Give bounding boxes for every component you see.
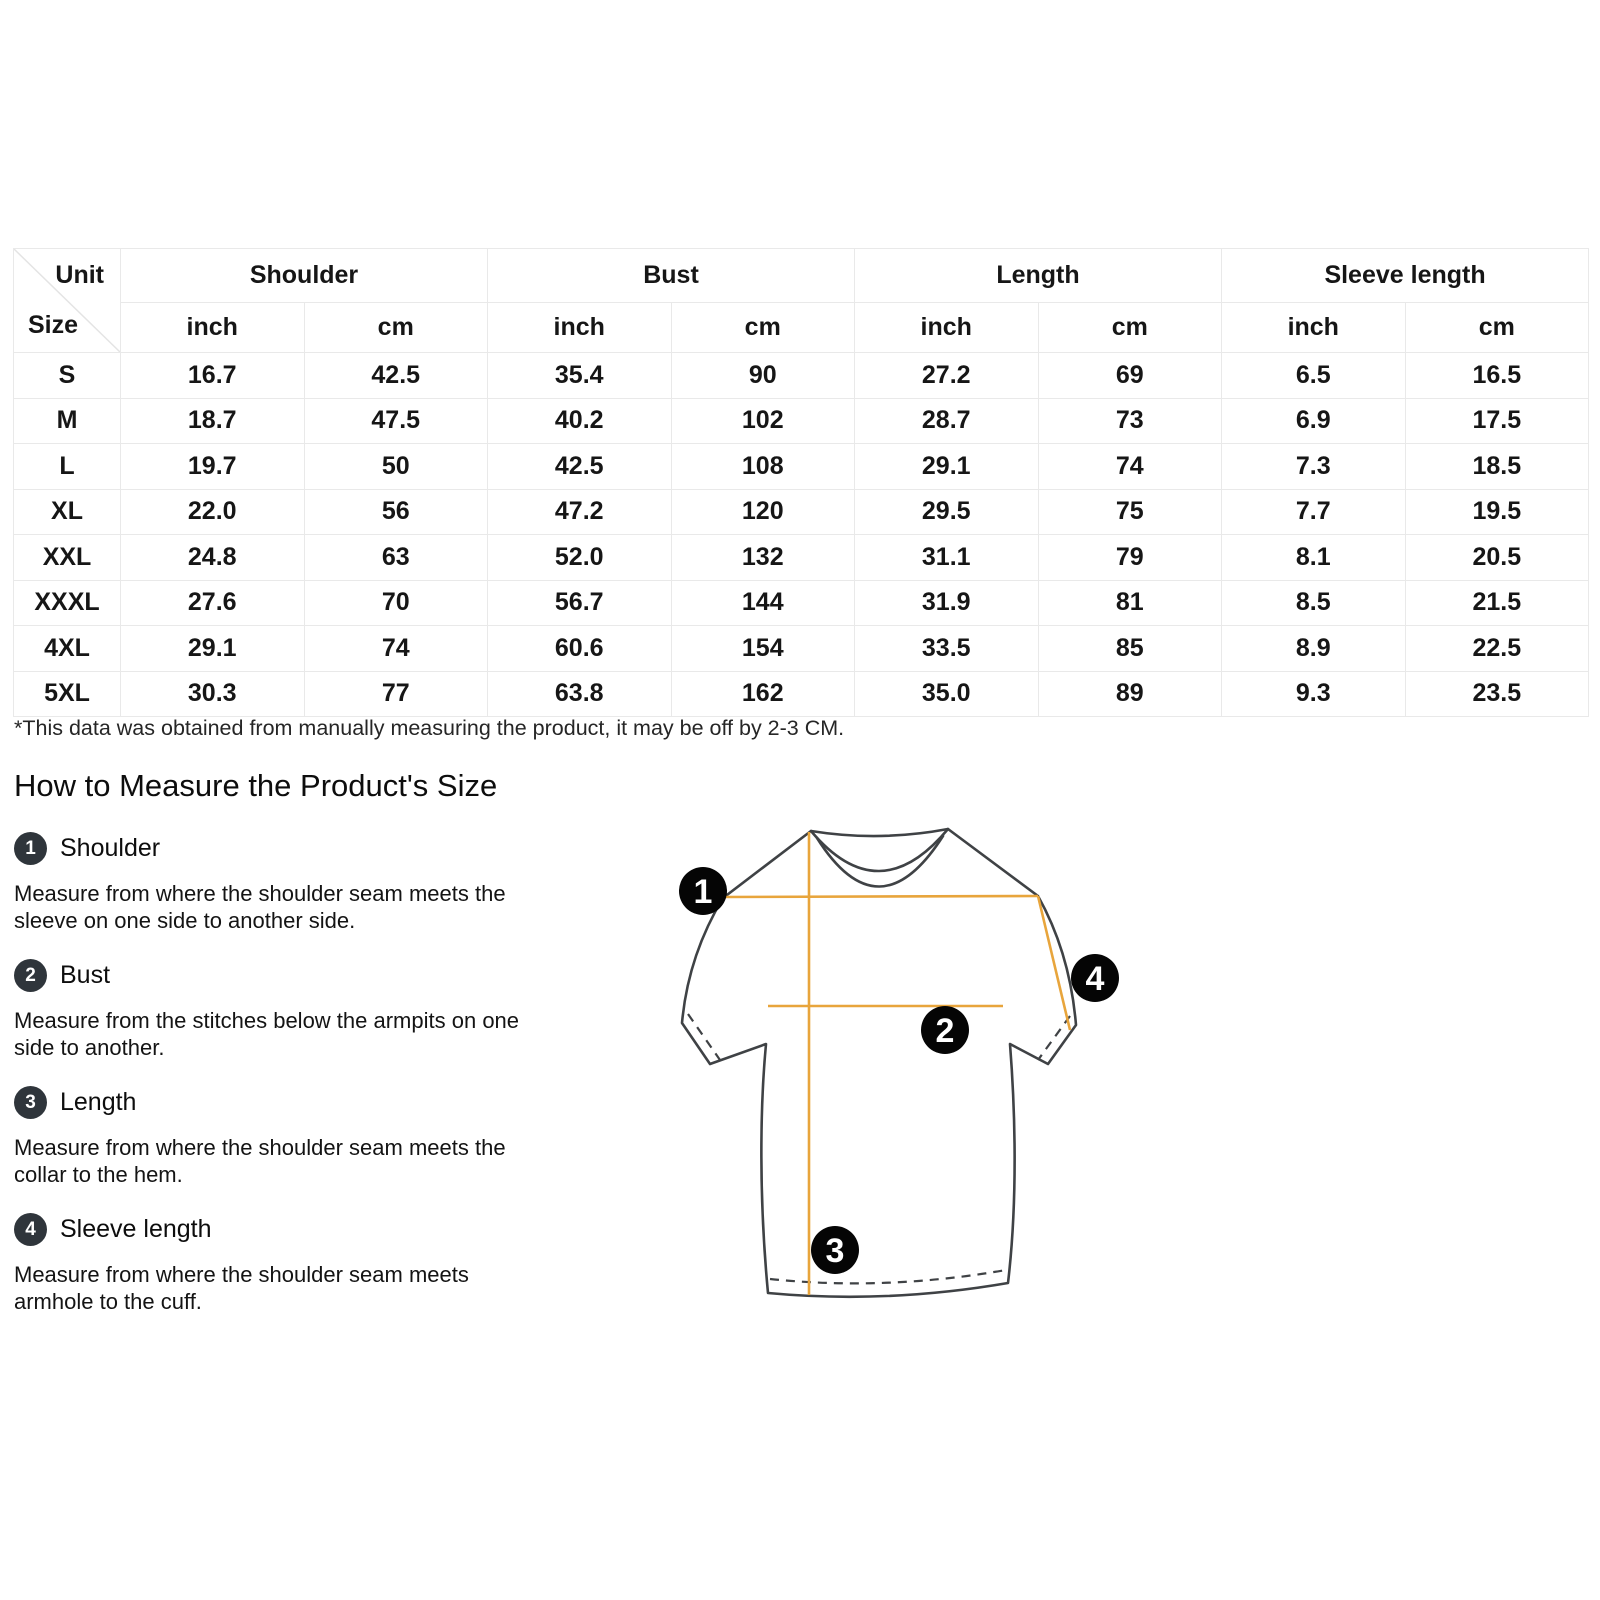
guide-item-description: Measure from where the shoulder seam meets armhole to the cuff. [14,1262,469,1314]
tshirt-diagram [618,778,1178,1360]
svg-text:1: 1 [693,873,713,911]
corner-size-label: Size [28,311,79,339]
diagram-badge-3 [811,1226,859,1274]
sub-header-inch: inch [121,303,305,353]
guide-item-description: Measure from the stitches below the armpits on one side to another. [14,1008,520,1060]
measurement-cell: 154 [671,626,855,672]
measurement-cell: 74 [304,626,488,672]
measurement-cell: 63 [304,535,488,581]
measurement-cell: 50 [304,444,488,490]
measurement-cell: 6.5 [1222,353,1406,399]
measurement-cell: 85 [1038,626,1222,672]
measurement-cell: 29.5 [855,489,1039,535]
measurement-cell: 8.9 [1222,626,1406,672]
measurement-cell: 7.7 [1222,489,1406,535]
measurement-cell: 42.5 [304,353,488,399]
size-label-cell: 4XL [14,626,121,672]
measurement-cell: 144 [671,580,855,626]
corner-unit-label: Unit [55,261,104,289]
table-row [14,626,1589,672]
size-label-cell: XL [14,489,121,535]
measurement-cell: 8.5 [1222,580,1406,626]
size-table [13,248,1589,717]
measurement-cell: 90 [671,353,855,399]
table-row [14,489,1589,535]
guide-item-title: Length [60,1088,137,1116]
measurement-cell: 108 [671,444,855,490]
sub-header-cm: cm [304,303,488,353]
table-row [14,444,1589,490]
measurement-cell: 24.8 [121,535,305,581]
measurement-cell: 69 [1038,353,1222,399]
measurement-cell: 81 [1038,580,1222,626]
sub-header-inch: inch [855,303,1039,353]
measurement-cell: 47.2 [488,489,672,535]
measurement-cell: 63.8 [488,671,672,717]
measurement-cell: 29.1 [121,626,305,672]
guide-item [14,959,530,1061]
measure-guide [14,832,530,1315]
shoulder-measure-line [723,896,1038,897]
measurement-cell: 74 [1038,444,1222,490]
measurement-cell: 8.1 [1222,535,1406,581]
guide-item [14,832,530,934]
tshirt-outline [682,829,1076,1297]
tshirt-diagram-svg [618,778,1178,1360]
measurement-cell: 17.5 [1405,398,1589,444]
measurement-cell: 35.4 [488,353,672,399]
measurement-cell: 19.5 [1405,489,1589,535]
size-label-cell: L [14,444,121,490]
measurement-cell: 33.5 [855,626,1039,672]
measurement-cell: 52.0 [488,535,672,581]
step-number-badge: 1 [14,832,47,865]
svg-text:4: 4 [1085,960,1105,998]
measurement-cell: 9.3 [1222,671,1406,717]
measurement-cell: 120 [671,489,855,535]
measurement-cell: 31.1 [855,535,1039,581]
measurement-cell: 16.5 [1405,353,1589,399]
table-row [14,671,1589,717]
table-row [14,580,1589,626]
guide-item-header [14,1213,530,1246]
guide-item-header [14,832,530,865]
measurement-cell: 79 [1038,535,1222,581]
guide-item-header [14,1086,530,1119]
size-label-cell: M [14,398,121,444]
size-label-cell: 5XL [14,671,121,717]
step-number-badge: 2 [14,959,47,992]
measurement-cell: 56.7 [488,580,672,626]
guide-heading: How to Measure the Product's Size [14,768,498,803]
measurement-cell: 28.7 [855,398,1039,444]
step-number-badge: 4 [14,1213,47,1246]
measurement-cell: 42.5 [488,444,672,490]
corner-cell [14,249,121,353]
group-header-sleeve-length: Sleeve length [1222,249,1589,303]
svg-text:2: 2 [935,1012,955,1050]
guide-item-title: Sleeve length [60,1215,212,1243]
measurement-cell: 73 [1038,398,1222,444]
sub-header-cm: cm [671,303,855,353]
measurement-cell: 29.1 [855,444,1039,490]
svg-text:3: 3 [825,1232,845,1270]
table-row [14,353,1589,399]
measurement-cell: 47.5 [304,398,488,444]
measurement-cell: 132 [671,535,855,581]
measurement-cell: 19.7 [121,444,305,490]
measurement-cell: 89 [1038,671,1222,717]
guide-item [14,1086,530,1188]
measurement-cell: 16.7 [121,353,305,399]
measurement-cell: 75 [1038,489,1222,535]
guide-item-title: Bust [60,961,111,989]
guide-item-header [14,959,530,992]
measurement-cell: 77 [304,671,488,717]
sub-header-inch: inch [488,303,672,353]
table-footnote: *This data was obtained from manually measuring the product, it may be off by 2-3 CM. [14,716,845,740]
measurement-cell: 35.0 [855,671,1039,717]
group-header-shoulder: Shoulder [121,249,488,303]
measurement-cell: 18.5 [1405,444,1589,490]
size-label-cell: XXXL [14,580,121,626]
guide-item-description: Measure from where the shoulder seam meets the collar to the hem. [14,1135,506,1187]
measurement-cell: 20.5 [1405,535,1589,581]
size-label-cell: XXL [14,535,121,581]
guide-item-description: Measure from where the shoulder seam meets the sleeve on one side to another side. [14,881,506,933]
measurement-cell: 102 [671,398,855,444]
measurement-cell: 31.9 [855,580,1039,626]
measurement-cell: 7.3 [1222,444,1406,490]
step-number-badge: 3 [14,1086,47,1119]
measurement-cell: 6.9 [1222,398,1406,444]
size-label-cell: S [14,353,121,399]
measurement-cell: 27.6 [121,580,305,626]
group-header-length: Length [855,249,1222,303]
sub-header-cm: cm [1405,303,1589,353]
measurement-cell: 21.5 [1405,580,1589,626]
measurement-cell: 60.6 [488,626,672,672]
guide-item [14,1213,530,1315]
table-row [14,398,1589,444]
measurement-cell: 70 [304,580,488,626]
measurement-cell: 18.7 [121,398,305,444]
sub-header-cm: cm [1038,303,1222,353]
measurement-cell: 22.5 [1405,626,1589,672]
measurement-cell: 40.2 [488,398,672,444]
guide-item-title: Shoulder [60,834,161,862]
measurement-cell: 162 [671,671,855,717]
group-header-bust: Bust [488,249,855,303]
measurement-cell: 27.2 [855,353,1039,399]
diagram-badge-1 [679,867,727,915]
diagram-badge-2 [921,1006,969,1054]
table-row [14,535,1589,581]
measurement-cell: 23.5 [1405,671,1589,717]
measurement-cell: 30.3 [121,671,305,717]
measurement-cell: 56 [304,489,488,535]
sub-header-inch: inch [1222,303,1406,353]
measurement-cell: 22.0 [121,489,305,535]
diagram-badge-4 [1071,954,1119,1002]
